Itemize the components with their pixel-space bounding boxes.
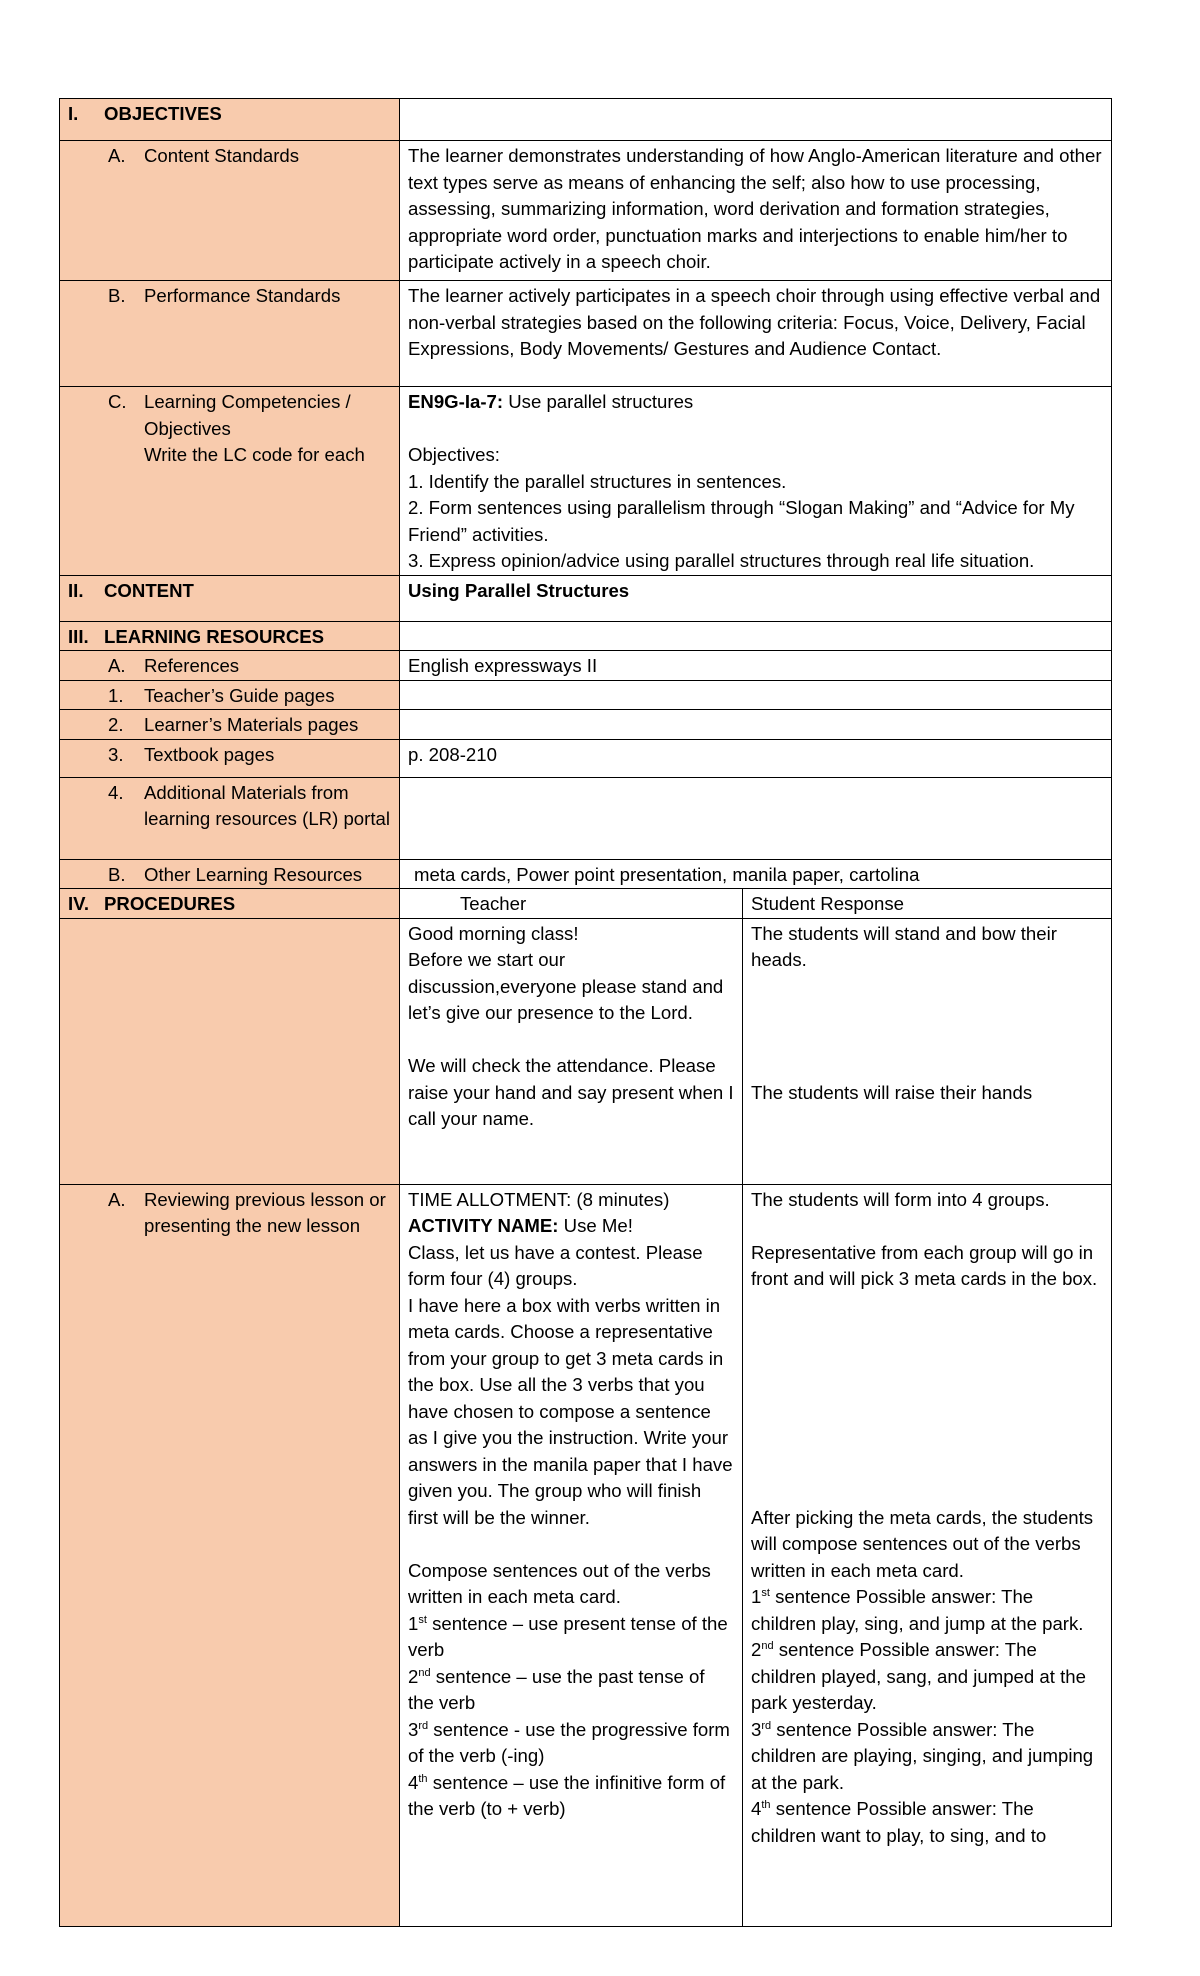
student-review: The students will form into 4 groups. Representative from each group will go in front and will pick 3 meta cards in the box. After picking the meta cards, the students will compose sentences out of the verbs written in each meta card. 1st sentence Possible answer: The children play, sing, and jump at the park. 2nd sentence Possible answer: The children played, sang, and jumped at the park yesterday. 3rd sentence Possible answer: The children are playing, singing, and jumping at the park. 4th sentence Possible answer: The children want to play, to sing, and to: [743, 1184, 1112, 1926]
textbook-value: p. 208-210: [400, 739, 1112, 777]
procedures-header-row: IV. PROCEDURES Teacher Student Response: [60, 889, 1112, 919]
content-value: Using Parallel Structures: [400, 575, 1112, 621]
competencies-row: C. Learning Competencies / Objectives Write the LC code for each EN9G-Ia-7: Use parallel structures Objectives: 1. Identify the parallel structures in sentences. 2. Form sentences using parallelism through “Slogan Making” and “Advice for My Friend” activities. 3. Express opinion/advice using parallel structures through real life situation.: [60, 387, 1112, 576]
textbook-row: 3. Textbook pages p. 208-210: [60, 739, 1112, 777]
content-standards-text: The learner demonstrates understanding of how Anglo-American literature and other text types serve as means of enhancing the self; also how to use processing, assessing, summarizing information, word derivation and formation strategies, appropriate word order, punctuation marks and interjections to enable him/her to participate actively in a speech choir.: [400, 141, 1112, 281]
competencies-sublabel: Write the LC code for each: [144, 444, 365, 465]
content-heading: CONTENT: [104, 579, 194, 601]
other-resources-row: B. Other Learning Resources meta cards, Power point presentation, manila paper, cartolina: [60, 859, 1112, 889]
performance-standards-label: Performance Standards: [144, 285, 341, 306]
review-label: Reviewing previous lesson or presenting the new lesson: [144, 1188, 386, 1236]
teacher-review: TIME ALLOTMENT: (8 minutes) ACTIVITY NAME: Use Me! Class, let us have a contest. Please form four (4) groups. I have here a box with verbs written in meta cards. Choose a representative from your group to get 3 meta cards in the box. Use all the 3 verbs that you have chosen to compose a sentence as I give you the instruction. Write your answers in the manila paper that I have given you. The group who will finish first will be the winner. Compose sentences out of the verbs written in each meta card. 1st sentence – use present tense of the verb 2nd sentence – use the past tense of the verb 3rd sentence - use the progressive form of the verb (-ing) 4th sentence – use the infinitive form of the verb (to + verb): [400, 1184, 743, 1926]
references-row: A. References English expressways II: [60, 651, 1112, 681]
lesson-plan: [59, 98, 1111, 1927]
lc-code: EN9G-Ia-7:: [408, 391, 504, 412]
student-sentence: 4th sentence Possible answer: The children want to play, to sing, and to: [751, 1798, 1047, 1846]
teacher-sentence: 2nd sentence – use the past tense of the verb: [408, 1665, 705, 1713]
content-standards-label: Content Standards: [144, 145, 300, 166]
intro-row: [60, 918, 1112, 1184]
references-value: English expressways II: [400, 651, 1112, 681]
student-sentence: 2nd sentence Possible answer: The children played, sang, and jumped at the park yesterday.: [751, 1639, 1086, 1713]
teachers-guide-row: 1. Teacher’s Guide pages: [60, 680, 1112, 710]
competencies-label: Learning Competencies / Objectives: [144, 391, 351, 439]
content-standards-row: A. Content Standards The learner demonstrates understanding of how Anglo-American literature and other text types serve as means of enhancing the self; also how to use processing, assessing, summarizing information, word derivation and formation strategies, appropriate word order, punctuation marks and interjections to enable him/her to participate actively in a speech choir.: [60, 141, 1112, 281]
objectives-heading: I. OBJECTIVES: [60, 99, 400, 141]
resources-row: III. LEARNING RESOURCES: [60, 621, 1112, 651]
teacher-sentence: 1st sentence – use present tense of the verb: [408, 1612, 728, 1660]
review-row: A. Reviewing previous lesson or presenting the new lesson TIME ALLOTMENT: (8 minutes) ACTIVITY NAME: Use Me! Class, let us have a contest. Please form four (4) groups. I have here a box with verbs written in meta cards. Choose a representative from your group to get 3 meta cards in the box. Use all the 3 verbs that you have chosen to compose a sentence as I give you the instruction. Write your answers in the manila paper that I have given you. The group who will finish first will be the winner. Compose sentences out of the verbs written in each meta card. 1st sentence – use present tense of the verb 2nd sentence – use the past tense of the verb 3rd sentence - use the progressive form of the verb (-ing) 4th sentence – use the infinitive form of the verb (to + verb) The students will form into 4 groups. Representative from each group will go in front and will pick 3 meta cards in the box. After picking the meta cards, the students will compose sentences out of the verbs written in each meta card. 1st sentence Possible answer: The children play, sing, and jump at the park. 2nd sentence Possible answer: The children played, sang, and jumped at the park yesterday. 3rd sentence Possible answer: The children are playing, singing, and jumping at the park. 4th sentence Possible answer: The children want to play, to sing, and to: [60, 1184, 1112, 1926]
teacher-sentence: 4th sentence – use the infinitive form of the verb (to + verb): [408, 1771, 726, 1819]
performance-standards-text: The learner actively participates in a speech choir through using effective verbal and non-verbal strategies based on the following criteria: Focus, Voice, Delivery, Facial Expressions, Body Movements/ Gestures and Audience Contact.: [400, 281, 1112, 387]
objectives-row: [60, 99, 1112, 141]
learners-materials-row: 2. Learner’s Materials pages: [60, 710, 1112, 740]
student-intro: The students will stand and bow their heads. The students will raise their hands: [743, 918, 1112, 1184]
student-sentence: 1st sentence Possible answer: The children play, sing, and jump at the park.: [751, 1586, 1084, 1634]
student-sentence: 3rd sentence Possible answer: The children are playing, singing, and jumping at the park.: [751, 1718, 1094, 1793]
other-resources-value: meta cards, Power point presentation, manila paper, cartolina: [400, 859, 1112, 889]
teacher-sentence: 3rd sentence - use the progressive form of the verb (-ing): [408, 1718, 730, 1766]
content-row: II. CONTENT Using Parallel Structures: [60, 575, 1112, 621]
time-allotment: TIME ALLOTMENT: (8 minutes): [408, 1188, 670, 1210]
competencies-text: EN9G-Ia-7: Use parallel structures Objectives: 1. Identify the parallel structures in sentences. 2. Form sentences using parallelism through “Slogan Making” and “Advice for My Friend” activities. 3. Express opinion/advice using parallel structures through real life situation.: [400, 387, 1112, 576]
student-column-header: Student Response: [743, 889, 1112, 919]
teacher-intro: Good morning class! Before we start our discussion,everyone please stand and let’s give our presence to the Lord. We will check the attendance. Please raise your hand and say present when I call your name.: [400, 918, 743, 1184]
resources-heading: LEARNING RESOURCES: [104, 625, 325, 647]
performance-standards-row: B. Performance Standards The learner actively participates in a speech choir through using effective verbal and non-verbal strategies based on the following criteria: Focus, Voice, Delivery, Facial Expressions, Body Movements/ Gestures and Audience Contact.: [60, 281, 1112, 387]
objective-item: 3. Express opinion/advice using parallel structures through real life situation.: [408, 550, 1035, 571]
objective-item: 1. Identify the parallel structures in sentences.: [408, 470, 787, 492]
teacher-column-header: Teacher: [400, 889, 743, 919]
activity-name: Use Me!: [558, 1215, 633, 1236]
additional-materials-row: 4. Additional Materials from learning resources (LR) portal: [60, 777, 1112, 859]
procedures-heading: PROCEDURES: [104, 893, 236, 914]
lesson-plan-table: [59, 98, 1112, 1927]
objective-item: 2. Form sentences using parallelism through “Slogan Making” and “Advice for My Friend” activities.: [408, 497, 1075, 545]
